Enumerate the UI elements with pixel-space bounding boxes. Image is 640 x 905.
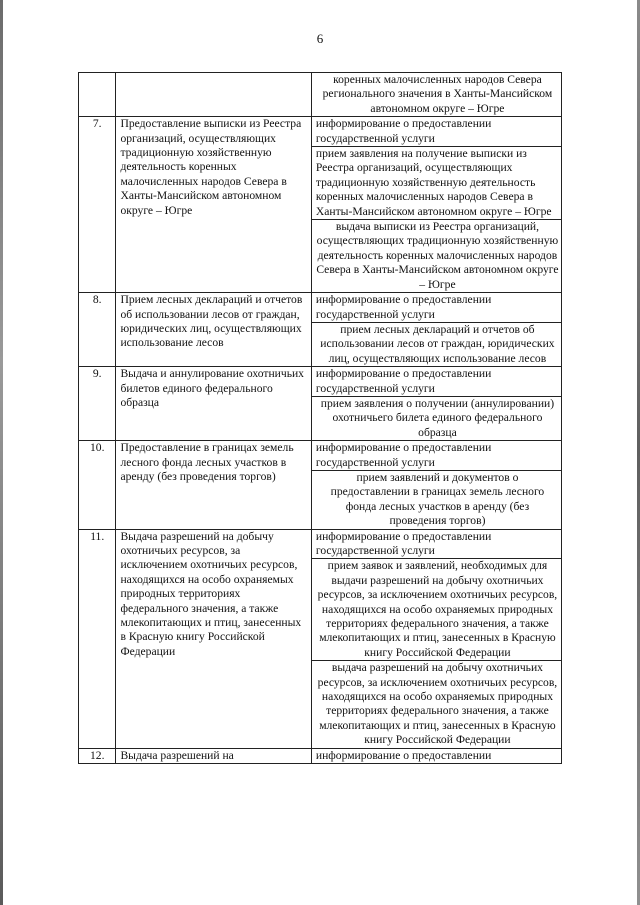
service-name <box>116 73 311 117</box>
service-steps <box>311 529 561 748</box>
service-step: коренных малочисленных народов Севера регионального значения в Ханты-Мансийском автономном округе – Югре <box>322 73 553 115</box>
table-row <box>79 748 562 763</box>
service-name: Предоставление в границах земель лесного фонда лесных участков в аренду (без проведения торгов) <box>116 441 311 529</box>
row-number: 7. <box>79 117 116 293</box>
row-number: 9. <box>79 367 116 441</box>
service-step: информирование о предоставлении государственной услуги <box>315 441 492 469</box>
row-number: 11. <box>79 529 116 748</box>
service-steps <box>311 117 561 293</box>
service-step: прием заявок и заявлений, необходимых для выдачи разрешений на добычу охотничьих ресурсов, за исключением охотничьих ресурсов, находящихся на особо охраняемых природных территориях федерального значения, а также млекопитающих и птиц, занесенных в Красную книгу Российской Федерации <box>312 558 561 660</box>
service-step: прием лесных деклараций и отчетов об использовании лесов от граждан, юридических лиц, осуществляющих использование лесов <box>312 322 561 366</box>
service-step: информирование о предоставлении государственной услуги <box>315 529 492 557</box>
service-step: прием заявления на получение выписки из Реестра организаций, осуществляющих традиционную хозяйственную деятельность коренных малочисленных народов Севера в Ханты-Мансийском автономном округе – Югре <box>312 146 561 219</box>
service-name: Выдача разрешений на <box>116 748 311 763</box>
service-name: Выдача и аннулирование охотничьих билетов единого федерального образца <box>116 367 311 441</box>
service-steps <box>311 441 561 529</box>
service-name: Выдача разрешений на добычу охотничьих ресурсов, за исключением охотничьих ресурсов, находящихся на особо охраняемых природных территориях федерального значения, а также млекопитающих и птиц, занесенных в Красную книгу Российской Федерации <box>116 529 311 748</box>
row-number <box>79 73 116 117</box>
table-row <box>79 293 562 367</box>
services-table <box>78 72 562 764</box>
service-step: информирование о предоставлении государственной услуги <box>315 117 492 145</box>
service-step: выдача выписки из Реестра организаций, осуществляющих традиционную хозяйственную деятельность коренных малочисленных народов Севера в Ханты-Мансийском автономном округе – Югре <box>312 219 561 292</box>
row-number: 8. <box>79 293 116 367</box>
service-steps <box>311 73 561 117</box>
service-name: Прием лесных деклараций и отчетов об использовании лесов от граждан, юридических лиц, осуществляющих использование лесов <box>116 293 311 367</box>
table-row <box>79 367 562 441</box>
service-steps <box>311 367 561 441</box>
service-step: информирование о предоставлении государственной услуги <box>315 367 492 395</box>
table-row <box>79 441 562 529</box>
service-step: прием заявления о получении (аннулировании) охотничьего билета единого федерального образца <box>312 396 561 440</box>
service-steps <box>311 748 561 763</box>
service-step: выдача разрешений на добычу охотничьих ресурсов, за исключением охотничьих ресурсов, находящихся на особо охраняемых природных территориях федерального значения, а также млекопитающих и птиц, занесенных в Красную книгу Российской Федерации <box>312 660 561 747</box>
service-name: Предоставление выписки из Реестра организаций, осуществляющих традиционную хозяйственную деятельность коренных малочисленных народов Севера в Ханты-Мансийском автономном округе – Югре <box>116 117 311 293</box>
table-row <box>79 529 562 748</box>
service-steps <box>311 293 561 367</box>
service-step: прием заявлений и документов о предоставлении в границах земель лесного фонда лесных участков в аренду (без проведения торгов) <box>312 470 561 529</box>
page-number: 6 <box>316 31 324 46</box>
service-step: информирование о предоставлении <box>315 748 492 762</box>
table-row <box>79 73 562 117</box>
service-step: информирование о предоставлении государственной услуги <box>315 293 492 321</box>
scan-edge-left <box>0 0 3 905</box>
row-number: 10. <box>79 441 116 529</box>
table-row <box>79 117 562 293</box>
row-number: 12. <box>79 748 116 763</box>
